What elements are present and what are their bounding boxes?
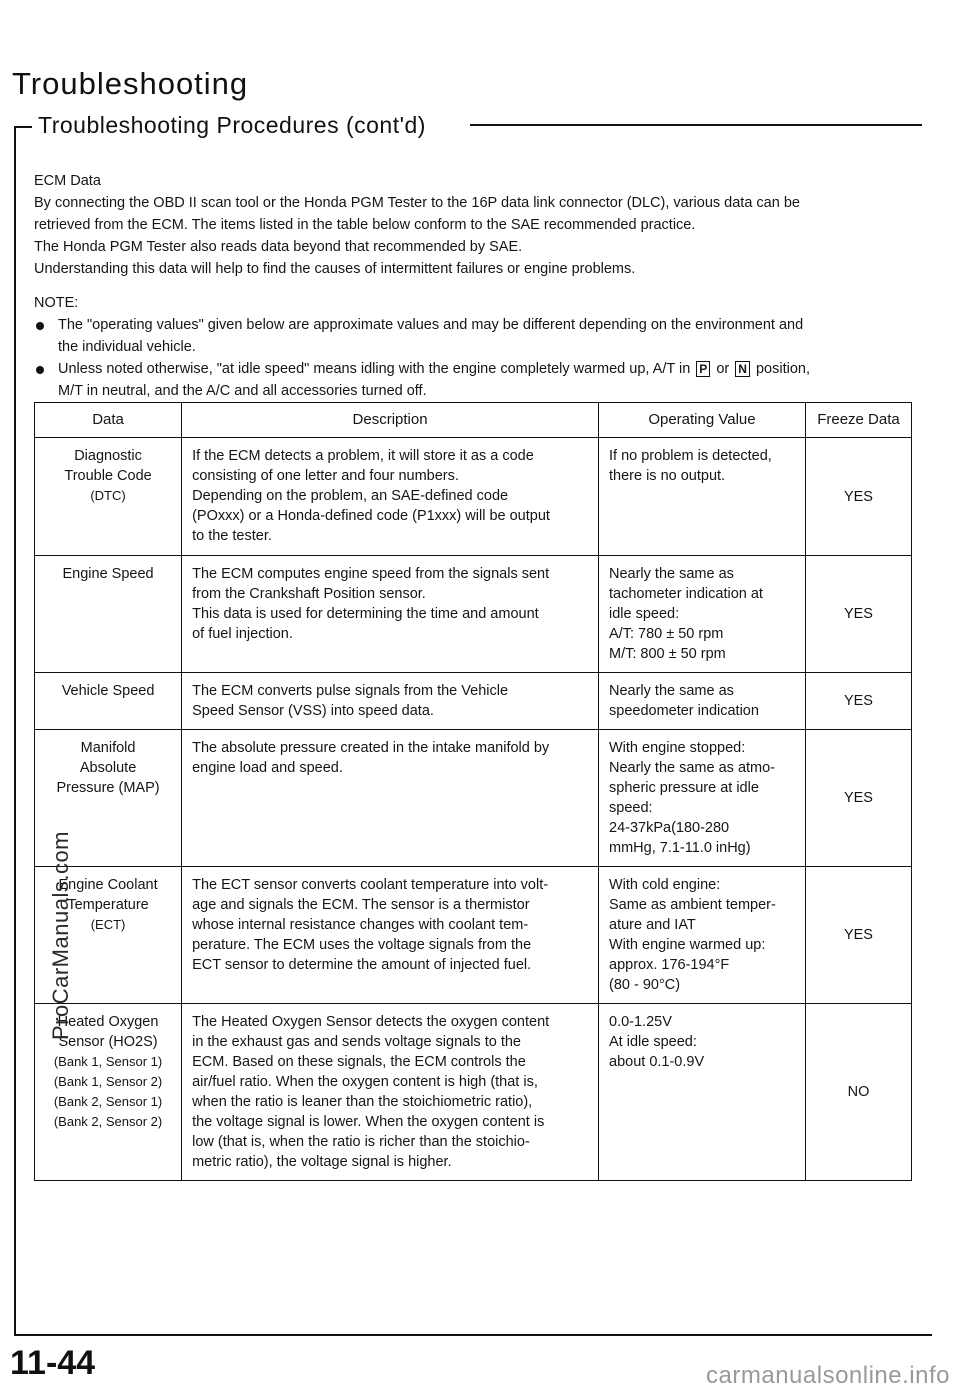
column-header-freeze-data: Freeze Data bbox=[805, 403, 911, 438]
freeze-data-cell: YES bbox=[805, 438, 911, 556]
freeze-data-cell: YES bbox=[805, 556, 911, 673]
note-text: or bbox=[716, 361, 730, 377]
cell-line: The ECM converts pulse signals from the Vehicle bbox=[192, 683, 509, 699]
gear-p-box: P bbox=[696, 361, 710, 377]
column-header-data: Data bbox=[35, 403, 182, 438]
cell-line: engine load and speed. bbox=[192, 760, 343, 776]
cell-line: air/fuel ratio. When the oxygen content is high (that is, bbox=[192, 1074, 538, 1090]
description-cell bbox=[182, 1004, 599, 1181]
cell-line: At idle speed: bbox=[609, 1034, 697, 1050]
watermark: ProCarManuals.com bbox=[48, 830, 73, 1040]
cell-line: Engine Speed bbox=[62, 566, 154, 582]
cell-line: Manifold bbox=[80, 740, 136, 756]
cell-line: idle speed: bbox=[609, 606, 680, 622]
note-text: Unless noted otherwise, "at idle speed" means idling with the engine completely warmed up, A/T in bbox=[58, 361, 691, 377]
cell-line: age and signals the ECM. The sensor is a thermistor bbox=[192, 897, 530, 913]
intro-line: The Honda PGM Tester also reads data beyond that recommended by SAE. bbox=[34, 239, 523, 255]
cell-line: Diagnostic bbox=[74, 448, 142, 464]
cell-line: (Bank 1, Sensor 1) bbox=[53, 1054, 163, 1069]
cell-line: consisting of one letter and four numbers. bbox=[192, 468, 459, 484]
cell-line: to the tester. bbox=[192, 528, 272, 544]
intro-line: Understanding this data will help to find the causes of intermittent failures or engine problems. bbox=[34, 261, 636, 277]
table-header-row bbox=[35, 403, 912, 438]
cell-line: approx. 176-194°F bbox=[609, 957, 730, 973]
cell-line: Nearly the same as bbox=[609, 683, 734, 699]
cell-line: mmHg, 7.1-11.0 inHg) bbox=[609, 840, 751, 856]
data-cell bbox=[35, 673, 182, 730]
cell-line: A/T: 780 ± 50 rpm bbox=[609, 626, 724, 642]
cell-line: The ECT sensor converts coolant temperature into volt- bbox=[192, 877, 549, 893]
cell-line: Same as ambient temper- bbox=[609, 897, 776, 913]
cell-line: speedometer indication bbox=[609, 703, 759, 719]
gear-n-box: N bbox=[735, 361, 750, 377]
table-row bbox=[35, 673, 912, 730]
data-cell bbox=[35, 438, 182, 556]
operating-value-cell bbox=[599, 438, 806, 556]
page-number: 11-44 bbox=[10, 1344, 96, 1382]
bullet-icon bbox=[36, 322, 44, 330]
cell-line: in the exhaust gas and sends voltage signals to the bbox=[192, 1034, 521, 1050]
cell-line: Nearly the same as atmo- bbox=[609, 760, 776, 776]
cell-line: when the ratio is leaner than the stoichiometric ratio), bbox=[192, 1094, 533, 1110]
cell-line: whose internal resistance changes with coolant tem- bbox=[192, 917, 529, 933]
description-cell bbox=[182, 438, 599, 556]
description-cell bbox=[182, 730, 599, 867]
cell-line: Nearly the same as bbox=[609, 566, 734, 582]
cell-line: Pressure (MAP) bbox=[56, 780, 160, 796]
cell-line: the voltage signal is lower. When the oxygen content is bbox=[192, 1114, 545, 1130]
cell-line: With engine warmed up: bbox=[609, 937, 766, 953]
footer-site-watermark: carmanualsonline.info bbox=[706, 1362, 950, 1389]
operating-value-cell bbox=[599, 1004, 806, 1181]
cell-line: The absolute pressure created in the intake manifold by bbox=[192, 740, 550, 756]
cell-line: Temperature bbox=[67, 897, 149, 913]
cell-line: Vehicle Speed bbox=[61, 683, 155, 699]
table-row bbox=[35, 438, 912, 556]
column-header-operating-value: Operating Value bbox=[599, 403, 806, 438]
cell-line: speed: bbox=[609, 800, 653, 816]
cell-line: about 0.1-0.9V bbox=[609, 1054, 705, 1070]
header-rule bbox=[470, 124, 922, 126]
operating-value-cell bbox=[599, 730, 806, 867]
description-cell bbox=[182, 867, 599, 1004]
frame-left-border bbox=[14, 126, 16, 1336]
cell-line: 0.0-1.25V bbox=[609, 1014, 672, 1030]
cell-line: Trouble Code bbox=[64, 468, 152, 484]
ecm-data-heading: ECM Data bbox=[34, 173, 101, 189]
table-row bbox=[35, 556, 912, 673]
note-text: M/T in neutral, and the A/C and all accessories turned off. bbox=[58, 383, 427, 399]
cell-line: If the ECM detects a problem, it will store it as a code bbox=[192, 448, 534, 464]
cell-line: Engine Coolant bbox=[58, 877, 158, 893]
operating-value-cell bbox=[599, 556, 806, 673]
cell-line: (DTC) bbox=[90, 488, 126, 503]
cell-line: (Bank 2, Sensor 1) bbox=[53, 1094, 163, 1109]
cell-line: Sensor (HO2S) bbox=[58, 1034, 158, 1050]
intro-section bbox=[34, 170, 914, 402]
note-label: NOTE: bbox=[34, 295, 79, 311]
freeze-data-cell: NO bbox=[805, 1004, 911, 1181]
cell-line: The ECM computes engine speed from the signals sent bbox=[192, 566, 550, 582]
page-title: Troubleshooting bbox=[12, 66, 249, 101]
cell-line: ature and IAT bbox=[609, 917, 696, 933]
cell-line: spheric pressure at idle bbox=[609, 780, 759, 796]
column-header-description: Description bbox=[182, 403, 599, 438]
cell-line: This data is used for determining the time and amount bbox=[192, 606, 539, 622]
cell-line: Depending on the problem, an SAE-defined code bbox=[192, 488, 509, 504]
table-row bbox=[35, 730, 912, 867]
bullet-icon bbox=[36, 366, 44, 374]
cell-line: ECT sensor to determine the amount of injected fuel. bbox=[192, 957, 532, 973]
freeze-data-cell: YES bbox=[805, 673, 911, 730]
note-text: position, bbox=[755, 361, 810, 377]
freeze-data-cell: YES bbox=[805, 867, 911, 1004]
cell-line: (ECT) bbox=[90, 917, 126, 932]
frame-corner bbox=[14, 126, 32, 128]
data-cell bbox=[35, 556, 182, 673]
cell-line: If no problem is detected, bbox=[609, 448, 772, 464]
cell-line: metric ratio), the voltage signal is higher. bbox=[192, 1154, 452, 1170]
cell-line: tachometer indication at bbox=[609, 586, 763, 602]
cell-line: With cold engine: bbox=[609, 877, 721, 893]
cell-line: ECM. Based on these signals, the ECM controls the bbox=[192, 1054, 526, 1070]
cell-line: perature. The ECM uses the voltage signals from the bbox=[192, 937, 532, 953]
table-row bbox=[35, 867, 912, 1004]
ecm-data-table bbox=[34, 402, 912, 1181]
cell-line: (Bank 1, Sensor 2) bbox=[53, 1074, 163, 1089]
section-subtitle: Troubleshooting Procedures (cont'd) bbox=[38, 112, 426, 138]
cell-line: 24-37kPa(180-280 bbox=[609, 820, 730, 836]
intro-line: By connecting the OBD II scan tool or the Honda PGM Tester to the 16P data link connector (DLC), various data can be bbox=[34, 195, 800, 211]
cell-line: The Heated Oxygen Sensor detects the oxygen content bbox=[192, 1014, 550, 1030]
description-cell bbox=[182, 673, 599, 730]
note-item-2 bbox=[34, 358, 914, 402]
cell-line: Speed Sensor (VSS) into speed data. bbox=[192, 703, 434, 719]
cell-line: With engine stopped: bbox=[609, 740, 746, 756]
table-row bbox=[35, 1004, 912, 1181]
cell-line: (80 - 90°C) bbox=[609, 977, 681, 993]
operating-value-cell bbox=[599, 867, 806, 1004]
intro-line: retrieved from the ECM. The items listed in the table below conform to the SAE recommended practice. bbox=[34, 217, 696, 233]
operating-value-cell bbox=[599, 673, 806, 730]
frame-bottom-border bbox=[14, 1334, 932, 1336]
cell-line: of fuel injection. bbox=[192, 626, 293, 642]
note-text: The "operating values" given below are approximate values and may be different depending on the environment and bbox=[58, 317, 804, 333]
cell-line: Heated Oxygen bbox=[57, 1014, 159, 1030]
cell-line: (POxxx) or a Honda-defined code (P1xxx) will be output bbox=[192, 508, 550, 524]
cell-line: low (that is, when the ratio is richer than the stoichio- bbox=[192, 1134, 530, 1150]
description-cell bbox=[182, 556, 599, 673]
cell-line: (Bank 2, Sensor 2) bbox=[53, 1114, 163, 1129]
freeze-data-cell: YES bbox=[805, 730, 911, 867]
cell-line: M/T: 800 ± 50 rpm bbox=[609, 646, 726, 662]
cell-line: Absolute bbox=[79, 760, 137, 776]
note-item-1 bbox=[34, 314, 914, 358]
cell-line: there is no output. bbox=[609, 468, 726, 484]
note-text: the individual vehicle. bbox=[58, 339, 196, 355]
cell-line: from the Crankshaft Position sensor. bbox=[192, 586, 426, 602]
